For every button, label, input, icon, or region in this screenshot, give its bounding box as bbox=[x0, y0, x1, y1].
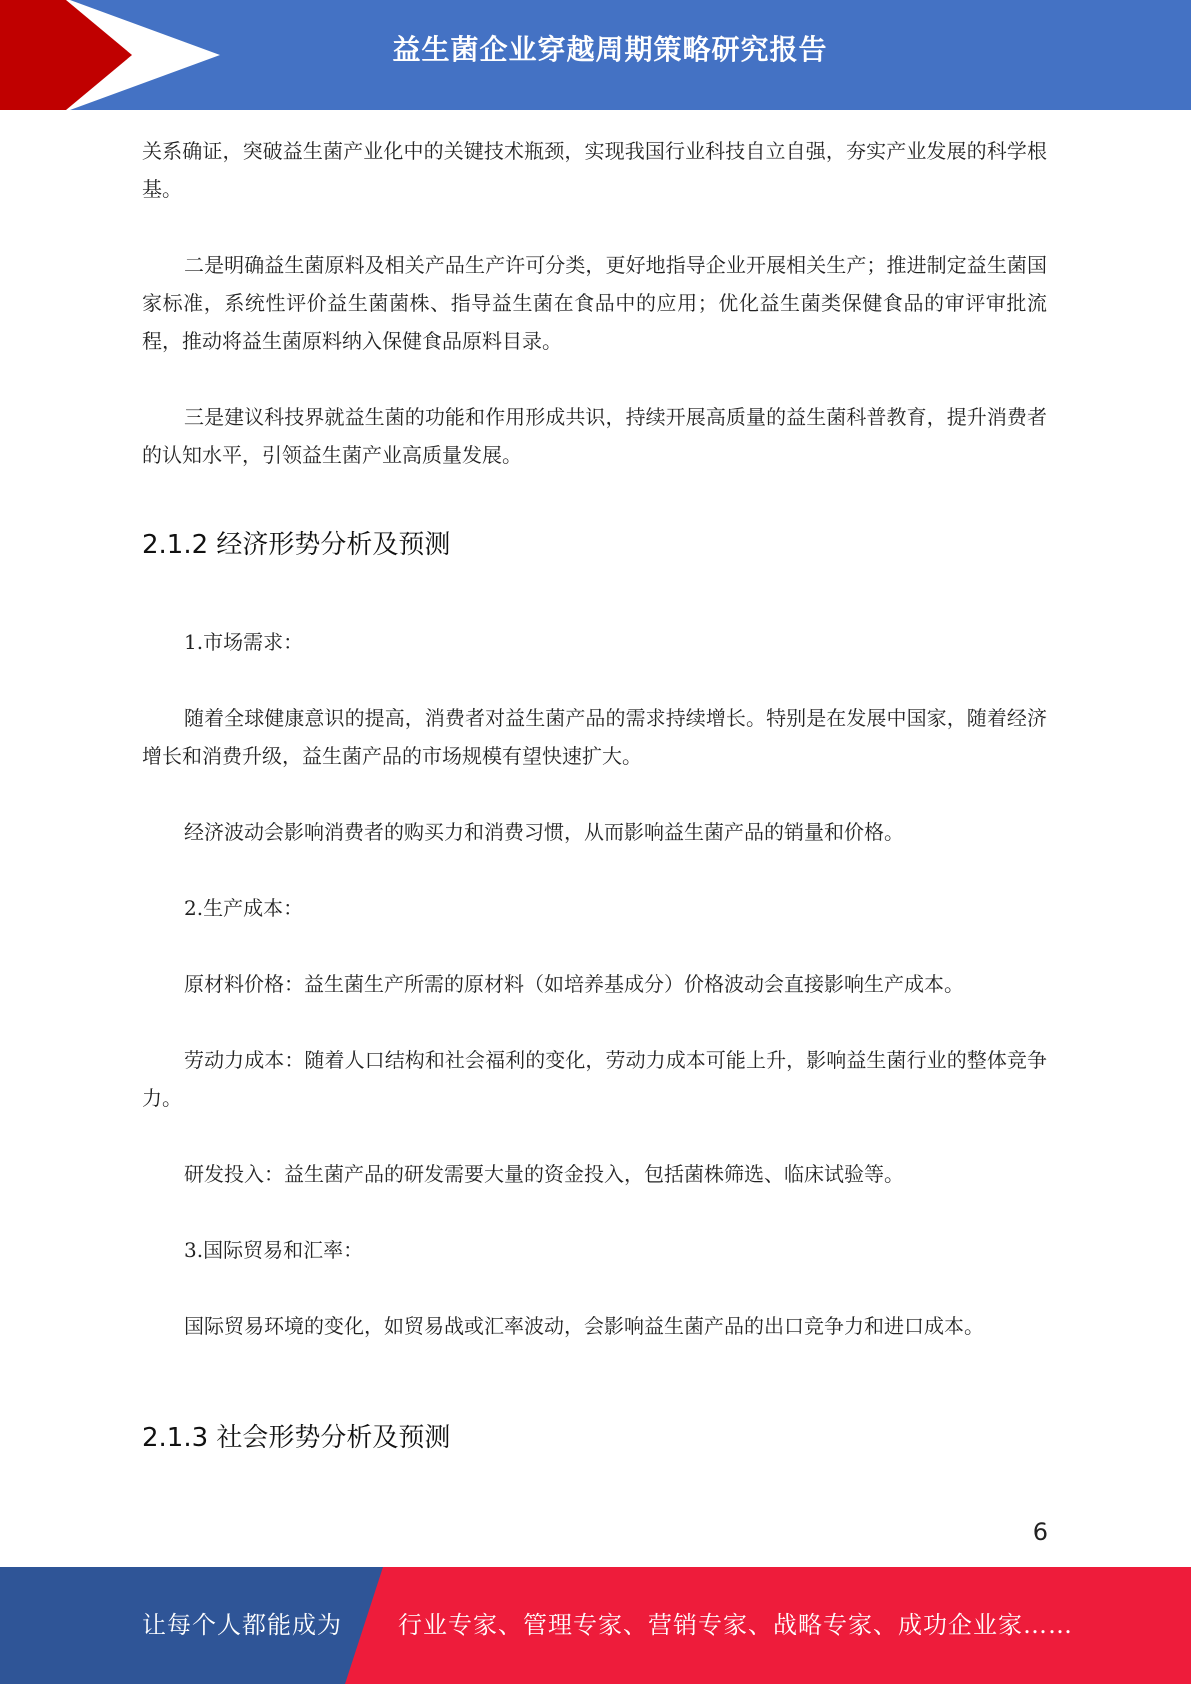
subsection-label: 3.国际贸易和汇率： bbox=[184, 1238, 364, 1262]
paragraph: 劳动力成本：随着人口结构和社会福利的变化，劳动力成本可能上升，影响益生菌行业的整体竞争力。 bbox=[142, 1048, 1047, 1110]
footer-slogan-right: 行业专家、管理专家、营销专家、战略专家、成功企业家…… bbox=[398, 1611, 1073, 1639]
paragraph: 国际贸易环境的变化，如贸易战或汇率波动，会影响益生菌产品的出口竞争力和进口成本。 bbox=[184, 1314, 984, 1338]
header-chevron-tip bbox=[66, 0, 132, 110]
subsection-label: 1.市场需求： bbox=[184, 630, 304, 654]
section-heading: 2.1.2 经济形势分析及预测 bbox=[142, 530, 451, 560]
subsection-label: 2.生产成本： bbox=[184, 896, 304, 920]
report-title: 益生菌企业穿越周期策略研究报告 bbox=[392, 33, 828, 66]
paragraph: 关系确证，突破益生菌产业化中的关键技术瓶颈，实现我国行业科技自立自强，夯实产业发展的科学根基。 bbox=[142, 139, 1047, 201]
paragraph: 经济波动会影响消费者的购买力和消费习惯，从而影响益生菌产品的销量和价格。 bbox=[184, 820, 904, 844]
footer-slogan-left: 让每个人都能成为 bbox=[142, 1611, 342, 1639]
paragraph: 三是建议科技界就益生菌的功能和作用形成共识，持续开展高质量的益生菌科普教育，提升消费者的认知水平，引领益生菌产业高质量发展。 bbox=[142, 405, 1047, 467]
paragraph: 原材料价格：益生菌生产所需的原材料（如培养基成分）价格波动会直接影响生产成本。 bbox=[184, 972, 964, 996]
section-heading: 2.1.3 社会形势分析及预测 bbox=[142, 1423, 451, 1453]
paragraph: 研发投入：益生菌产品的研发需要大量的资金投入，包括菌株筛选、临床试验等。 bbox=[184, 1162, 904, 1186]
document-body bbox=[142, 132, 1047, 1454]
paragraph: 随着全球健康意识的提高，消费者对益生菌产品的需求持续增长。特别是在发展中国家，随着经济增长和消费升级，益生菌产品的市场规模有望快速扩大。 bbox=[142, 706, 1047, 768]
paragraph: 二是明确益生菌原料及相关产品生产许可分类，更好地指导企业开展相关生产；推进制定益生菌国家标准，系统性评价益生菌菌株、指导益生菌在食品中的应用；优化益生菌类保健食品的审评审批流程，推动将益生菌原料纳入保健食品原料目录。 bbox=[142, 253, 1047, 353]
header-chevron bbox=[0, 0, 66, 110]
page-number: 6 bbox=[1032, 1518, 1048, 1546]
